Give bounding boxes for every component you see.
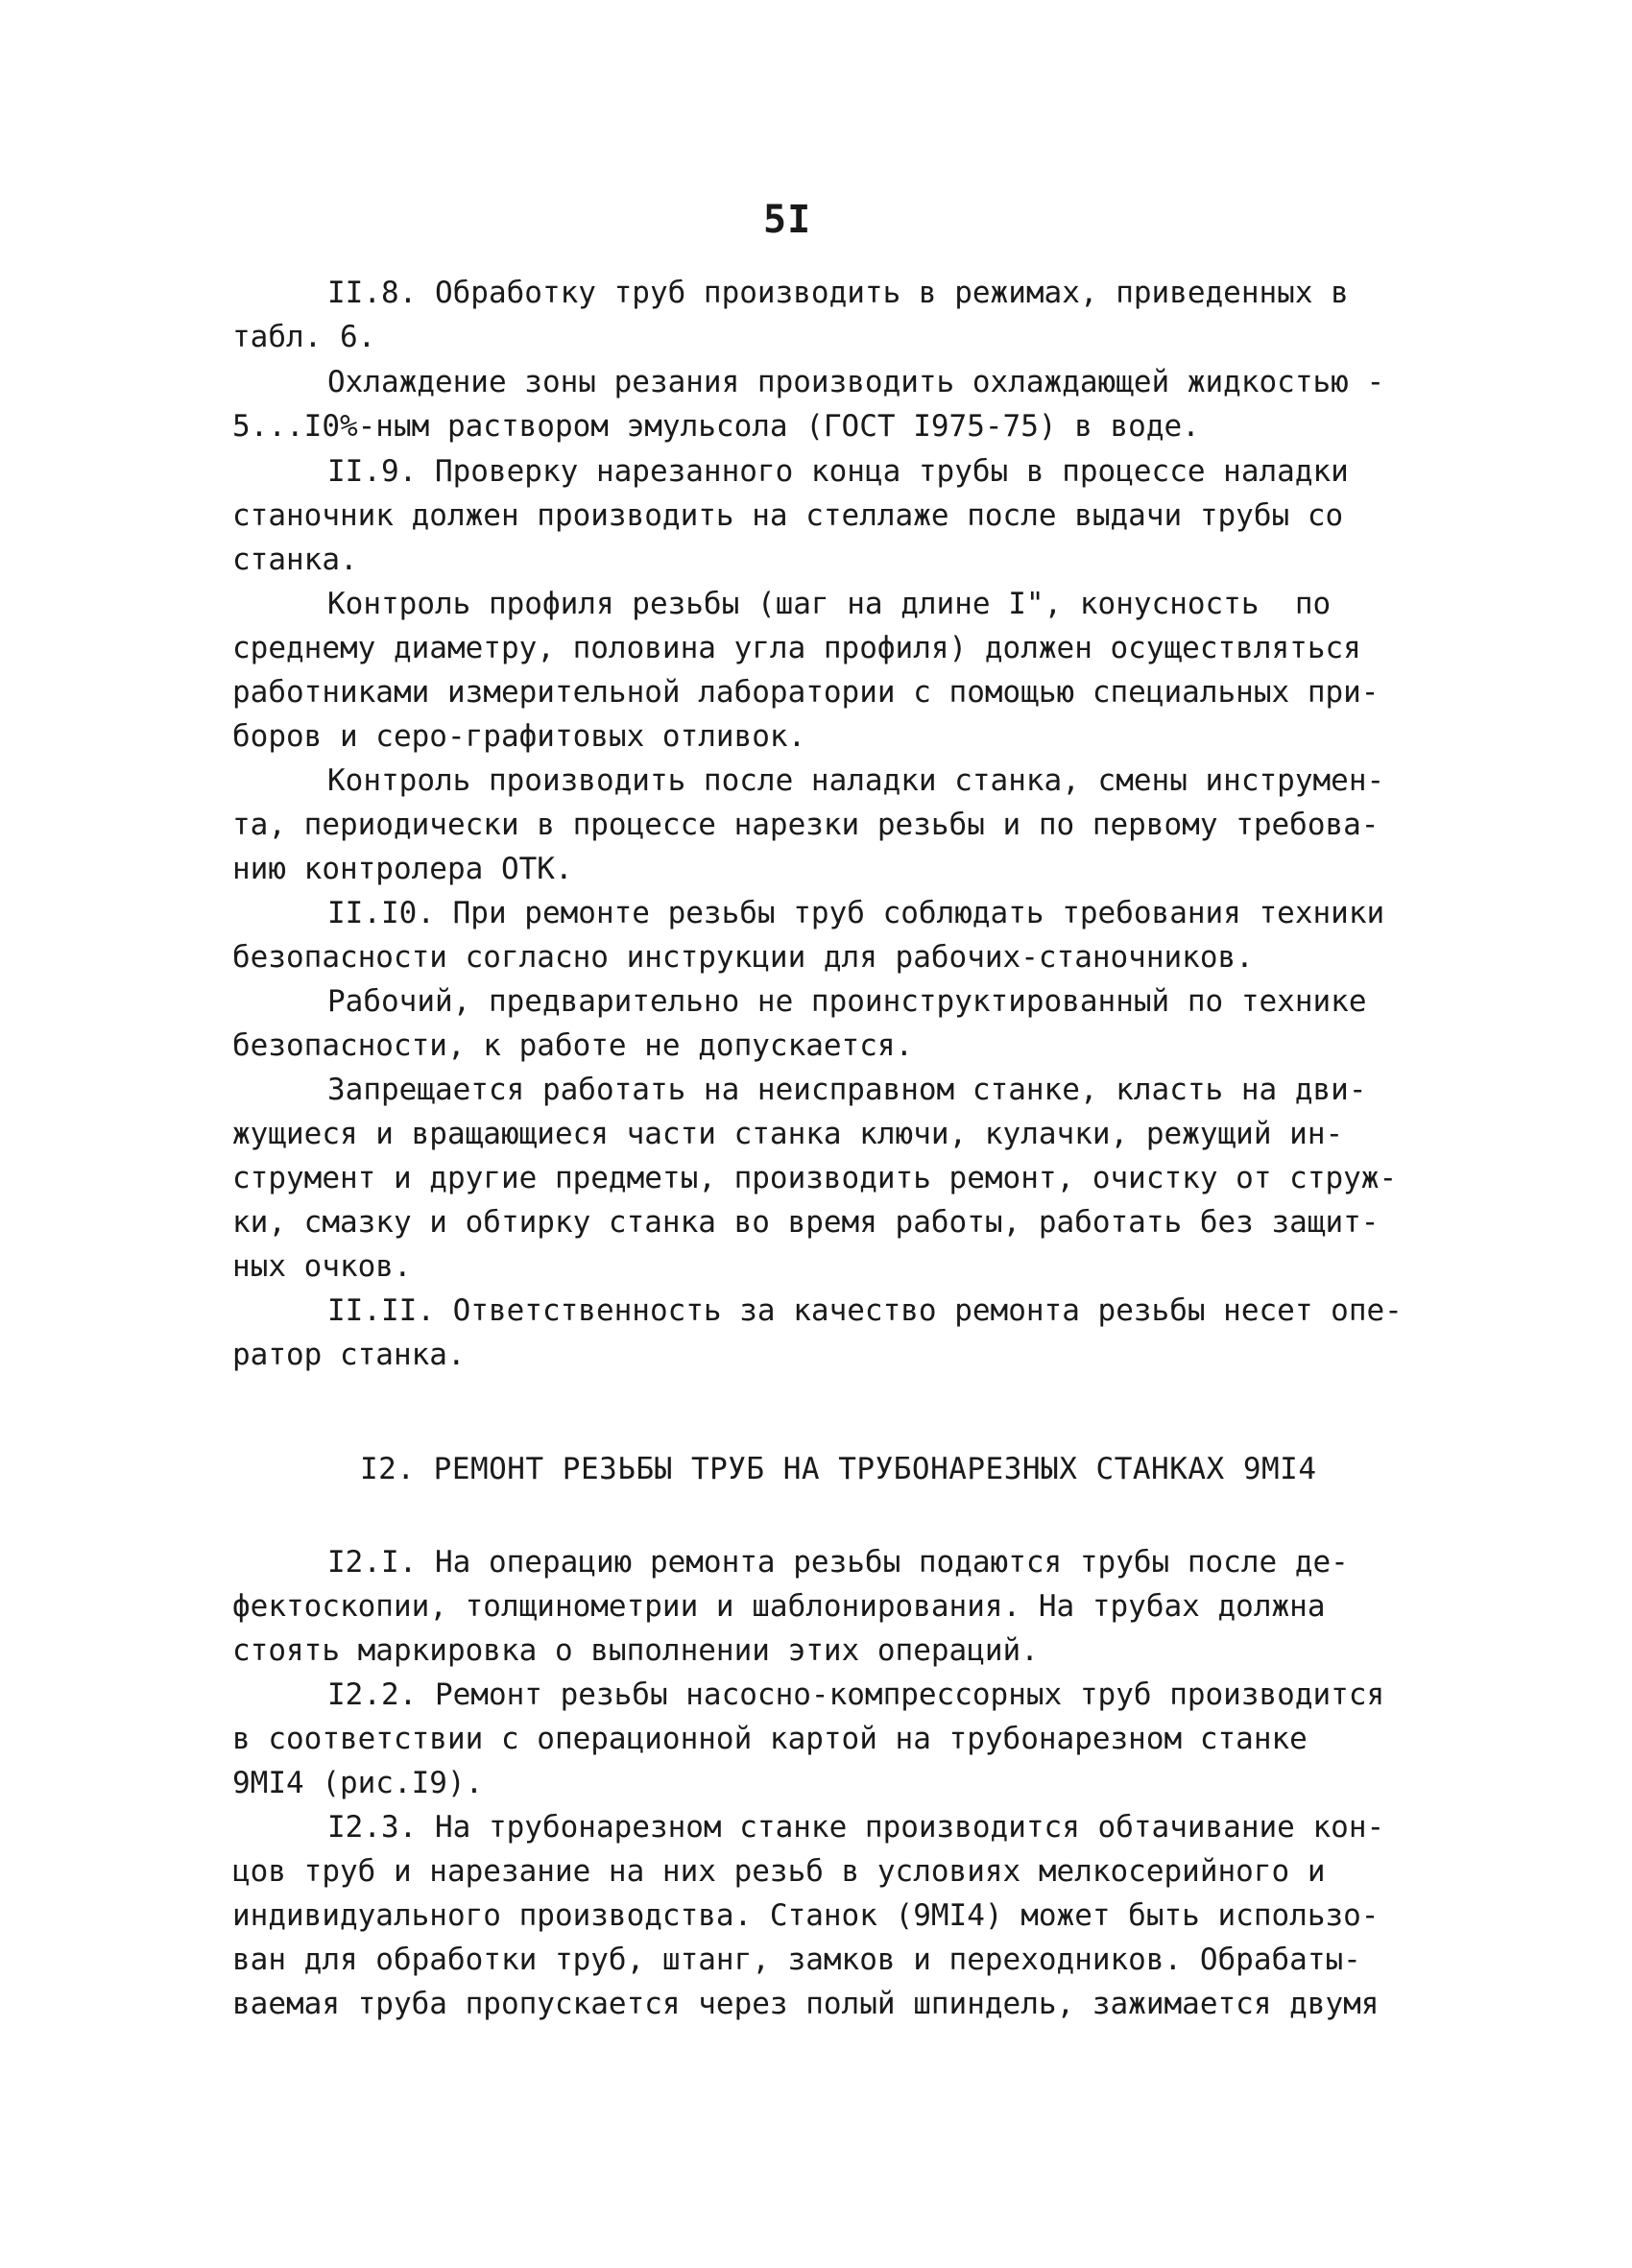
text-line: в соответствии с операционной картой на трубонарезном станке [232, 1722, 1308, 1756]
text-line: струмент и другие предметы, производить ремонт, очистку от струж- [232, 1161, 1398, 1195]
text-line: 9МI4 (рис.I9). [232, 1766, 484, 1800]
text-line: I2.2. Ремонт резьбы насосно-компрессорных труб производится [327, 1677, 1385, 1712]
text-line: I2.3. На трубонарезном станке производится обтачивание кон- [327, 1810, 1385, 1845]
text-line: ван для обработки труб, штанг, замков и переходников. Обрабаты- [232, 1942, 1361, 1977]
text-line: цов труб и нарезание на них резьб в условиях мелкосерийного и [232, 1854, 1326, 1889]
text-line: станка. [232, 543, 358, 577]
text-line: стоять маркировка о выполнении этих операций. [232, 1633, 1039, 1668]
text-line: боров и серо-графитовых отливок. [232, 719, 806, 754]
text-line: станочник должен производить на стеллаже после выдачи трубы со [232, 498, 1344, 533]
text-line: безопасности, к работе не допускается. [232, 1028, 914, 1063]
text-line: табл. 6. [232, 320, 376, 354]
text-line: ратор станка. [232, 1338, 466, 1372]
text-line: I2.I. На операцию ремонта резьбы подаются трубы после де- [327, 1545, 1349, 1580]
text-line: ваемая труба пропускается через полый шпиндель, зажимается двумя [232, 1987, 1380, 2021]
text-line: Охлаждение зоны резания производить охлаждающей жидкостью - [327, 365, 1385, 399]
text-line: Контроль профиля резьбы (шаг на длине I", конусность по [327, 587, 1332, 621]
page-number: 5I [763, 198, 812, 242]
text-line: 5...I0%-ным раствором эмульсола (ГОСТ I975-75) в воде. [232, 409, 1200, 444]
text-line: Контроль производить после наладки станка, смены инструмен- [327, 763, 1385, 798]
section-heading: I2. РЕМОНТ РЕЗЬБЫ ТРУБ НА ТРУБОНАРЕЗНЫХ СТАНКАХ 9МI4 [360, 1452, 1317, 1486]
text-line: работниками измерительной лаборатории с помощью специальных при- [232, 675, 1380, 710]
text-line: Рабочий, предварительно не проинструктированный по технике [327, 984, 1367, 1019]
text-line: жущиеся и вращающиеся части станка ключи, кулачки, режущий ин- [232, 1117, 1344, 1151]
text-line: II.I0. При ремонте резьбы труб соблюдать требования техники [327, 896, 1385, 930]
text-line: индивидуального производства. Станок (9МI4) может быть использо- [232, 1898, 1380, 1933]
text-line: II.9. Проверку нарезанного конца трубы в процессе наладки [327, 454, 1349, 489]
text-line: Запрещается работать на неисправном станке, класть на дви- [327, 1073, 1367, 1107]
text-line: та, периодически в процессе нарезки резьбы и по первому требова- [232, 808, 1380, 842]
text-line: безопасности согласно инструкции для рабочих-станочников. [232, 940, 1254, 975]
text-line: фектоскопии, толщинометрии и шаблонирования. На трубах должна [232, 1589, 1326, 1624]
text-line: нию контролера ОТК. [232, 852, 573, 886]
text-line: II.II. Ответственность за качество ремонта резьбы несет опе- [327, 1293, 1403, 1328]
text-line: ки, смазку и обтирку станка во время работы, работать без защит- [232, 1205, 1380, 1240]
text-line: среднему диаметру, половина угла профиля) должен осуществляться [232, 631, 1361, 665]
text-line: II.8. Обработку труб производить в режимах, приведенных в [327, 276, 1349, 310]
text-line: ных очков. [232, 1249, 412, 1284]
